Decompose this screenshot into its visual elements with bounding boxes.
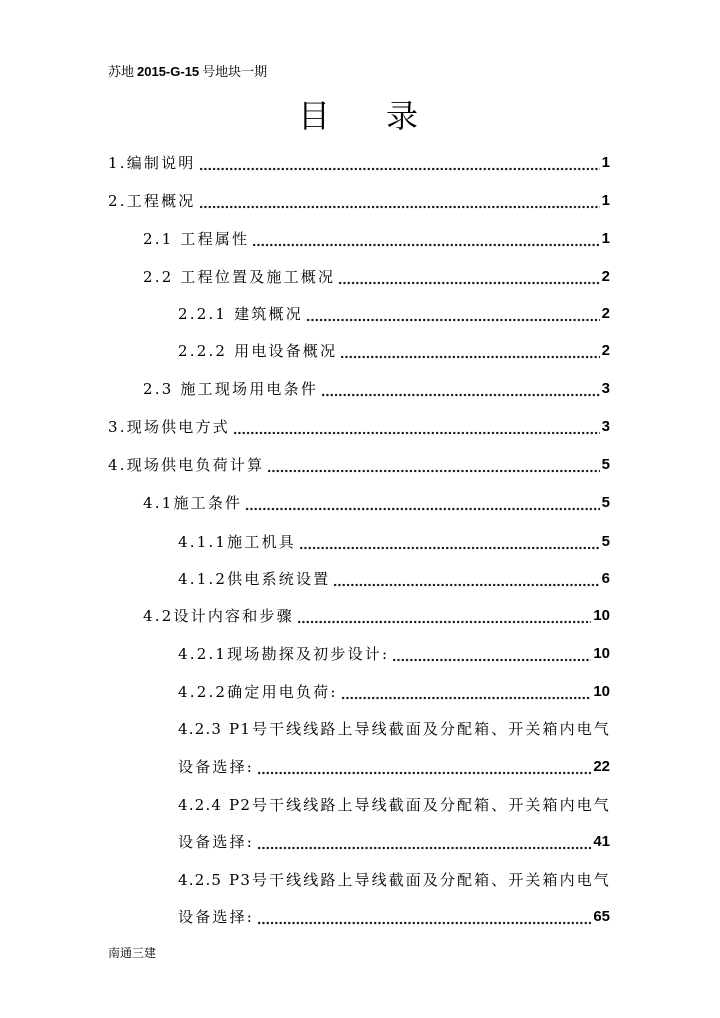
dot-leader bbox=[257, 907, 591, 927]
toc-entry[interactable] bbox=[178, 569, 610, 589]
dot-leader bbox=[252, 229, 599, 249]
toc-entry-page: 1 bbox=[601, 230, 610, 247]
toc-entry-page: 10 bbox=[593, 645, 610, 662]
toc-entry[interactable] bbox=[178, 644, 610, 664]
toc-entry-page: 10 bbox=[593, 607, 610, 624]
toc-entry-label-line1[interactable]: 4.2.4 P2号干线线路上导线截面及分配箱、开关箱内电气 bbox=[178, 796, 610, 814]
toc-entry-label: 4.现场供电负荷计算 bbox=[108, 456, 265, 474]
dot-leader bbox=[341, 682, 592, 702]
toc-entry-page: 10 bbox=[593, 683, 610, 700]
toc-entry[interactable] bbox=[108, 455, 610, 475]
toc-entry-page: 1 bbox=[601, 192, 610, 209]
toc-entry-page: 5 bbox=[601, 456, 610, 473]
toc-entry[interactable] bbox=[108, 153, 610, 173]
toc-entry-page: 2 bbox=[601, 268, 610, 285]
dot-leader bbox=[299, 532, 600, 552]
toc-entry-label: 2.2 工程位置及施工概况 bbox=[143, 268, 336, 286]
toc-entry-page: 5 bbox=[601, 533, 610, 550]
toc-entry[interactable] bbox=[178, 532, 610, 552]
toc-entry[interactable] bbox=[178, 682, 610, 702]
toc-entry-page: 2 bbox=[601, 342, 610, 359]
header-suffix: 号地块一期 bbox=[202, 64, 268, 79]
toc-title-char-1: 目 bbox=[298, 97, 331, 135]
toc-entry-label: 4.2设计内容和步骤 bbox=[143, 607, 294, 625]
toc-entry-label: 4.2.2确定用电负荷: bbox=[178, 683, 338, 701]
toc-entry[interactable] bbox=[143, 493, 610, 513]
dot-leader bbox=[333, 569, 599, 589]
toc-entry-label: 2.工程概况 bbox=[108, 192, 196, 210]
toc-entry[interactable] bbox=[143, 606, 610, 626]
toc-entry-page: 5 bbox=[601, 494, 610, 511]
toc-entry-label: 1.编制说明 bbox=[108, 154, 196, 172]
dot-leader bbox=[267, 455, 599, 475]
toc-entry-page: 2 bbox=[601, 305, 610, 322]
toc-entry[interactable] bbox=[178, 304, 610, 324]
toc-entry[interactable] bbox=[178, 341, 610, 361]
toc-entry-label: 4.2.1现场勘探及初步设计: bbox=[178, 645, 390, 663]
toc-entry-page: 3 bbox=[601, 380, 610, 397]
document-footer: 南通三建 bbox=[108, 946, 157, 960]
dot-leader bbox=[257, 832, 591, 852]
dot-leader bbox=[338, 267, 599, 287]
dot-leader bbox=[257, 757, 591, 777]
dot-leader bbox=[306, 304, 600, 324]
dot-leader bbox=[199, 191, 600, 211]
dot-leader bbox=[233, 417, 600, 437]
toc-entry-label: 2.1 工程属性 bbox=[143, 230, 250, 248]
dot-leader bbox=[340, 341, 599, 361]
toc-entry[interactable] bbox=[178, 832, 610, 852]
dot-leader bbox=[199, 153, 600, 173]
toc-entry-page: 41 bbox=[593, 833, 610, 850]
toc-entry-label: 4.1施工条件 bbox=[143, 494, 243, 512]
toc-entry[interactable] bbox=[108, 191, 610, 211]
toc-entry-label-line2: 设备选择: bbox=[178, 908, 255, 926]
toc-entry[interactable] bbox=[143, 229, 610, 249]
toc-entry-label-line1[interactable]: 4.2.5 P3号干线线路上导线截面及分配箱、开关箱内电气 bbox=[178, 871, 610, 889]
toc-entry-page: 22 bbox=[593, 758, 610, 775]
dot-leader bbox=[392, 644, 591, 664]
toc-entry-label-line1[interactable]: 4.2.3 P1号干线线路上导线截面及分配箱、开关箱内电气 bbox=[178, 720, 610, 738]
dot-leader bbox=[321, 379, 600, 399]
toc-entry-page: 6 bbox=[601, 570, 610, 587]
toc-entry[interactable] bbox=[108, 417, 610, 437]
toc-entry-label-line2: 设备选择: bbox=[178, 833, 255, 851]
toc-entry-page: 3 bbox=[601, 418, 610, 435]
toc-entry-page: 65 bbox=[593, 908, 610, 925]
toc-title-char-2: 录 bbox=[386, 97, 419, 135]
dot-leader bbox=[245, 493, 599, 513]
toc-entry[interactable] bbox=[178, 757, 610, 777]
toc-entry[interactable] bbox=[143, 267, 610, 287]
toc-entry-label: 4.1.2供电系统设置 bbox=[178, 570, 331, 588]
toc-entry-label: 3.现场供电方式 bbox=[108, 418, 230, 436]
dot-leader bbox=[297, 606, 591, 626]
header-plot-code: 2015-G-15 bbox=[137, 64, 200, 79]
document-header bbox=[108, 64, 267, 80]
toc-entry[interactable] bbox=[143, 379, 610, 399]
toc-entry-page: 1 bbox=[601, 154, 610, 171]
toc-entry-label: 2.2.1 建筑概况 bbox=[178, 305, 303, 323]
toc-entry-label: 2.2.2 用电设备概况 bbox=[178, 342, 338, 360]
toc-entry-label-line2: 设备选择: bbox=[178, 758, 255, 776]
header-prefix: 苏地 bbox=[108, 64, 135, 79]
toc-entry-label: 2.3 施工现场用电条件 bbox=[143, 380, 319, 398]
toc-entry[interactable] bbox=[178, 907, 610, 927]
toc-entry-label: 4.1.1施工机具 bbox=[178, 533, 296, 551]
